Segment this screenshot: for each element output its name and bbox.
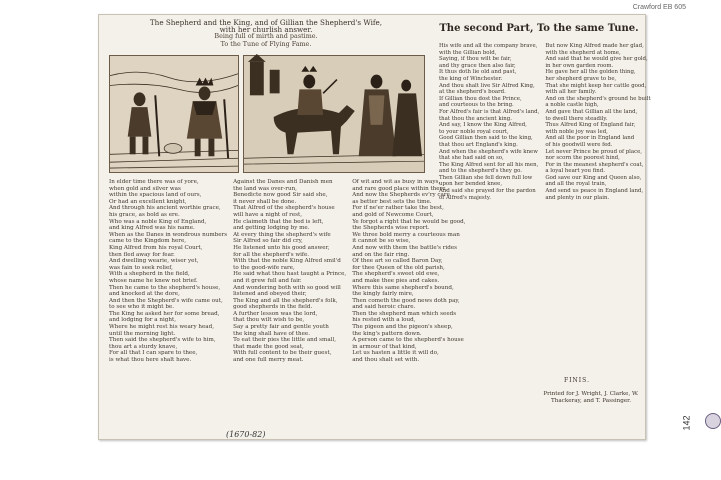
verse-line: Of thee art so called Baron Day, [352,258,443,265]
woodcut-king-horseback-image [244,56,424,172]
verse-line: with noble joy was led, [545,128,608,135]
verse-line: And then the Shepherd's wife came out, [109,297,223,304]
verse-line: to dwell there steadily. [545,115,608,122]
verse-line: came to the Kingdom here, [109,238,187,245]
verse-line: to see who it might be. [109,304,174,311]
verse-line: then fled away for fear. [109,251,175,258]
verse-line: with the shepherd at home, [545,49,621,56]
verse-line: that thou the ancient king. [439,115,512,122]
verse-line: He listened unto his good answer, [233,244,330,251]
verse-line: the kingly fairly mire, [352,291,414,298]
verse-line: with the Gillian bold, [439,49,497,56]
verse-line: upon her bended knee, [439,181,503,188]
verse-line: And gave that Gillian all the land, [545,108,638,115]
finis-label: FINIS. [564,377,590,384]
verse-line: Then he came to the shepherd's house, [109,284,221,291]
verse-line: With a shepherd in the field, [109,271,190,278]
verse-line: Sir Alfred so fair did cry, [233,238,303,245]
woodcut-king-shepherd-image [110,56,238,172]
verse-line: He claimeth that the bed is left, [233,218,324,225]
verse-line: in armour of that kind, [352,343,417,350]
verse-line: for thee Queen of the old parish, [352,264,445,271]
verse-line: And thou shalt live Sir Alfred King, [439,82,535,89]
verse-line: Thus Alfred King of England fair, [545,122,636,129]
verse-line: the king's pattern down. [352,330,422,337]
verse-line: with all her family. [545,89,597,96]
verse-line: A further lesson was the lord, [233,310,318,317]
verse-line: Then the shepherd man which seeds [352,310,457,317]
verse-line: For Alfred's fair is that Alfred's land, [439,108,540,115]
part-two [437,15,651,441]
verse-line: Against the Danes and Danish men [233,179,333,185]
verse-line: Of wit and wit as busy in ways, [352,179,441,185]
verse-line: If Gillian thou dost the Prince, [439,95,522,102]
verse-line: and on the fair ring. [352,251,410,258]
printer-line-2: Thackeray, and T. Passinger. [551,398,631,405]
ballad-title [141,19,391,47]
verse-line: Then cometh the good news doth pay, [352,297,460,304]
verse-line: It thus doth lie old and past, [439,69,517,76]
title-sub: Being full of mirth and pastime. [214,32,318,41]
verse-line: For if ne'er rather take the best, [352,205,444,212]
verse-line: That Alfred of the shepherd's house [233,205,335,212]
verse-line: And now the Shepherds ev'ry care [352,192,450,199]
verse-line: and to the shepherd's they go. [439,168,522,175]
verse-line: To eat their pies the little and small, [233,337,337,344]
verse-line: Let never Prince be proud of place, [545,148,643,155]
verse-line: for all the shepherd's wife. [233,251,310,258]
verse-line: Saying, if thou wilt be fair, [439,56,512,63]
woodcut-king-shepherd [109,55,239,173]
verse-line: is what thou here shalt have. [109,357,192,364]
verse-line: With that the noble King Alfred smil'd [233,258,341,265]
verse-line: The King Alfred sent for all his men, [439,161,539,168]
verse-line: And on the shepherd's ground he built [545,95,651,102]
verse-line: A person came to the shepherd's house [352,337,464,344]
verse-line: Where this same shepherd's bound, [352,284,454,291]
verse-line: And dwelling wearie, wiser yet, [109,258,199,265]
verse-line: And wondering both with so good will [233,284,341,291]
verse-line: Ye forgot a right that he would be good, [352,218,466,225]
verse-line: nor scorn the poorest hind, [545,155,620,162]
verse-line: and one full merry meat. [233,357,304,364]
verse-line: her shepherd grave to be, [545,75,617,82]
verse-line: Then said the shepherd's wife to him, [109,337,216,344]
verse-line: King Alfred from his royal Court, [109,244,203,251]
verse-line: and rare good place within there, [352,185,448,192]
verse-line: Good Gillian then said to the king, [439,135,533,142]
verse-line: And when the shepherd's wife knew [439,148,538,155]
verse-line: The King he asked her for some bread, [109,310,220,317]
verse-line: And say, I know the King Alfred, [439,122,527,129]
verse-line: good shepherds in the field. [233,304,313,311]
side-number: 142 [681,415,692,431]
verse-line: within the spacious land of ours, [109,192,202,199]
verse-line: in her own garden room. [545,62,614,69]
verse-line: of his goodwill were fed. [545,141,613,148]
verse-line: it never shall be done. [233,198,297,205]
verse-line: His wife and all the company brave, [439,43,538,49]
verse-line: He said what thou hast taught a Prince, [233,271,347,278]
verse-line: Let us hasten a little it will do, [352,350,439,357]
verse-line: That she might keep her cattle good, [545,82,647,89]
verse-line: and said heroic chare. [352,304,416,311]
verse-line: that thou wilt wish to be, [233,317,305,324]
verse-line: We three bold merry a courteous man [352,231,460,238]
verse-line: And said that he would give her gold, [545,56,648,63]
verse-line: at the shepherd's board. [439,89,506,96]
verse-line: was fain to seek relief, [109,264,173,271]
part-two-heading: The second Part, To the same Tune. [439,23,639,34]
verse-line: Then Gillian she fell down full low [439,174,533,181]
part-two-text [439,43,651,373]
verse-line: And said she prayed for the pardon [439,188,536,195]
verse-line: listened and obeyed their, [233,291,307,298]
verse-line: his grace, as bold as ere. [109,211,180,218]
verse-line: And through his ancient worthie grace, [109,205,221,212]
verse-line: whose name he knew not brief. [109,277,198,284]
verse-line: a noble castle high, [545,102,599,109]
verse-line: Benedicte now good Sir said she, [233,192,328,199]
verse-line: And send us peace in England land, [545,188,644,195]
verse-line: and king Alfred was his name. [109,225,195,232]
verse-line: At every thing the shepherd's wife [233,231,331,238]
verse-line: For all that I can spare to thee, [109,350,198,357]
verse-line: and all the royal train, [545,181,607,188]
verse-line: and thou shalt set with. [352,357,420,364]
verse-line: will have a night of rest, [233,211,303,218]
verse-line: For in the meanest shepherd's coat, [545,161,644,168]
verse-line: and thy grace then also fair, [439,62,516,69]
verse-line: the king shall have of thee. [233,330,311,337]
part-one-column-2 [233,179,346,441]
verse-line: the king of Winchester. [439,75,503,82]
broadside-sheet [98,14,651,440]
part-one-column-1 [109,179,227,441]
part-two-column-1 [439,43,539,373]
verse-line: thou art a sturdy knave, [109,343,178,350]
verse-line: And all the poor in England land [545,135,635,142]
verse-line: and courteous to the bring. [439,102,514,109]
verse-line: of Alfred's majesty. [439,194,491,201]
verse-line: He gave her all the golden thing, [545,69,636,76]
verse-line: and getting lodging by me. [233,225,310,232]
verse-line: The pigeon and the pigeon's sheep, [352,324,453,331]
verse-line: a loyal heart you find. [545,168,605,175]
part-two-column-2 [545,43,650,373]
verse-line: to your noble royal court, [439,128,509,135]
verse-line: it cannot be so wise, [352,238,411,245]
verse-line: his rested with a loud, [352,317,416,324]
verse-line: to the good-wife rare, [233,264,295,271]
verse-line: The shepherd's sweet old ewe, [352,271,440,278]
verse-line: Where he might rest his weary head, [109,324,214,331]
handwritten-date: (1670-82) [226,430,266,439]
verse-line: and make thee pies and cakes. [352,277,440,284]
verse-line: Say a pretty fair and gentle youth [233,324,329,331]
title-main: The Shepherd and the King, and of Gillian the Shepherd's Wife, with her churlish answer. [149,18,383,35]
title-tune: To the Tune of Flying Fame. [220,39,312,48]
verse-line: the land was over-run, [233,185,297,192]
verse-line: when gold and silver was [109,185,181,192]
verse-line: Who was a noble King of England, [109,218,207,225]
verse-line: God save our King and Queen also, [545,174,642,181]
verse-line: and lodging for a night, [109,317,176,324]
verse-line: The King and all the shepherd's folk, [233,297,338,304]
library-stamp-icon [705,413,721,429]
printer-line-1: Printed for J. Wright, J. Clarke, W. [543,391,639,397]
verse-line: And now with them the battle's rides [352,244,458,251]
verse-line: that thou art England's king. [439,141,518,148]
verse-line: the Shepherds wise report. [352,225,430,232]
verse-line: But now King Alfred made her glad, [545,43,644,49]
catalogue-note: Crawford EB 605 [632,4,686,11]
woodcut-king-horseback [243,55,425,173]
printer-imprint [543,391,639,406]
verse-line: as better best sets the time. [352,198,432,205]
verse-line: and gold of Newcome Court, [352,211,434,218]
verse-line: When as the Danes in wondrous numbers [109,231,228,238]
verse-line: until the morning light. [109,330,176,337]
verse-line: In elder time there was of yore, [109,179,199,185]
verse-line: and plenty in our plain. [545,194,610,201]
verse-line: that made the good seat, [233,343,304,350]
verse-line: and knocked at the dore, [109,291,180,298]
verse-line: that she had said on so, [439,155,504,162]
verse-line: Or had an excellent knight, [109,198,187,205]
verse-line: and it grew full and fair. [233,277,302,284]
verse-line: With full content to be their guest, [233,350,332,357]
